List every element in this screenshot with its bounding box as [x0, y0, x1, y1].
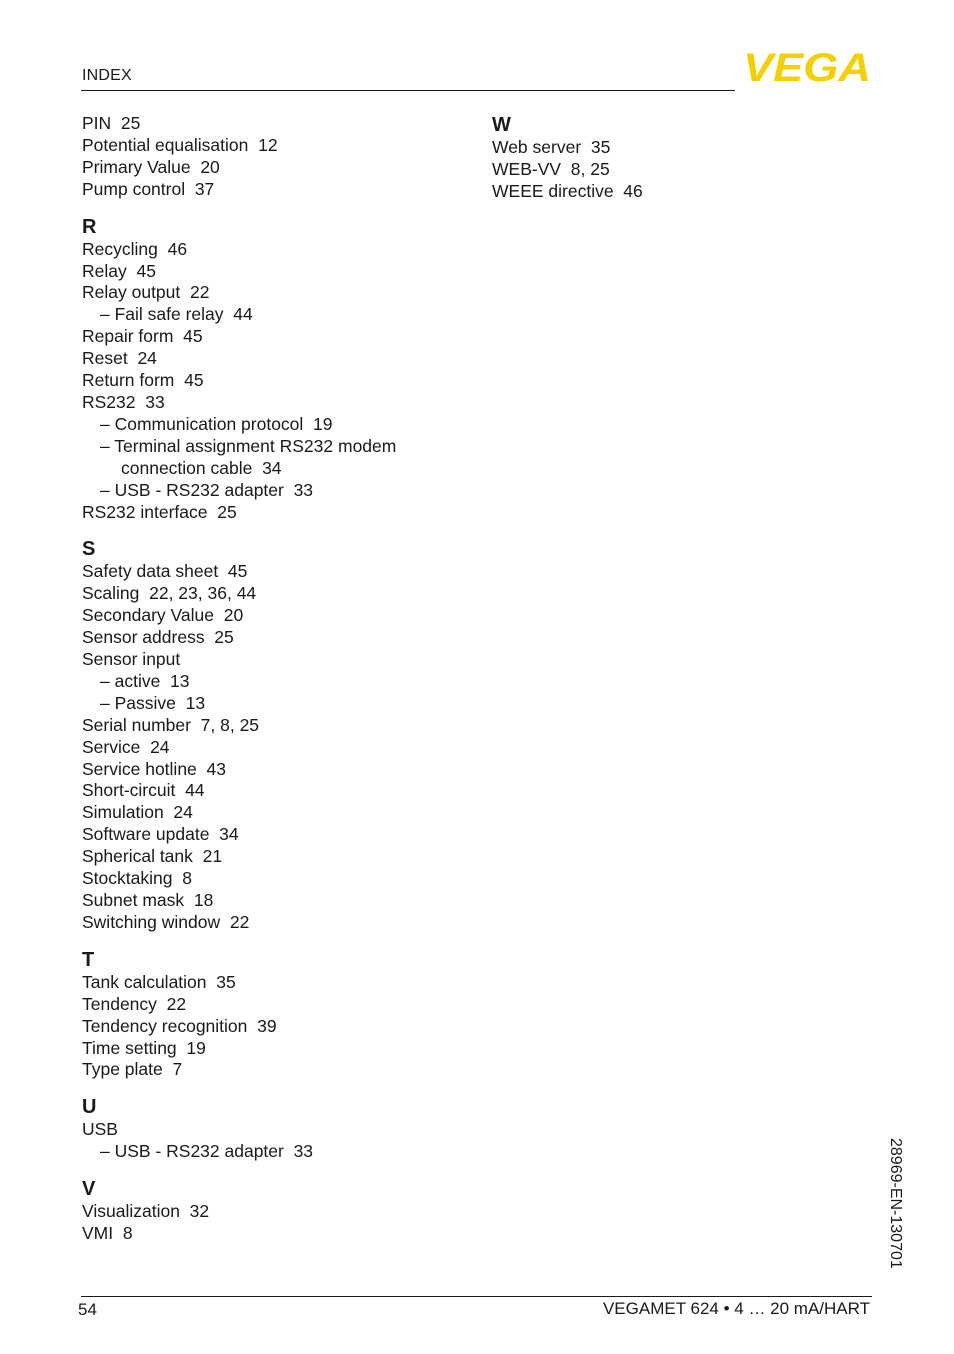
- index-entry: Service 24: [82, 736, 170, 757]
- index-entry: Spherical tank 21: [82, 846, 223, 867]
- index-entry: Simulation 24: [82, 802, 193, 823]
- index-entry: PIN 25: [82, 113, 141, 133]
- index-section: [82, 948, 442, 1082]
- index-entry: Time setting 19: [82, 1037, 206, 1058]
- section-letter: R: [82, 215, 97, 238]
- index-subentry: connection cable 34: [121, 457, 282, 478]
- index-entry: WEB-VV 8, 25: [492, 158, 610, 179]
- section-letter: S: [82, 538, 96, 561]
- index-section: [82, 537, 442, 933]
- index-subentry: – Communication protocol 19: [100, 413, 333, 434]
- index-subentry: – USB - RS232 adapter 33: [100, 1141, 314, 1162]
- index-subentry: – Fail safe relay 44: [100, 304, 253, 325]
- header-label: INDEX: [82, 67, 132, 84]
- index-entry: Pump control 37: [82, 178, 215, 199]
- index-subentry: – active 13: [100, 670, 190, 691]
- vega-logo-text: VEGA: [743, 49, 871, 85]
- index-entry: VMI 8: [82, 1223, 133, 1244]
- index-entry: Visualization 32: [82, 1201, 210, 1222]
- index-entry: Recycling 46: [82, 238, 188, 259]
- index-column-left: [82, 113, 442, 1259]
- index-entry: Service hotline 43: [82, 758, 226, 779]
- index-entry: Secondary Value 20: [82, 605, 244, 626]
- index-entry: Sensor address 25: [82, 627, 234, 648]
- index-entry: Web server 35: [492, 137, 611, 157]
- header-divider: [81, 90, 735, 91]
- index-entry: Relay 45: [82, 260, 156, 281]
- index-entry: Potential equalisation 12: [82, 134, 278, 155]
- index-entry: Software update 34: [82, 824, 239, 845]
- index-entry: Relay output 22: [82, 282, 210, 303]
- index-entry: Subnet mask 18: [82, 890, 214, 910]
- index-entry: Primary Value 20: [82, 156, 220, 177]
- index-entry: WEEE directive 46: [492, 180, 643, 201]
- index-entry: Scaling 22, 23, 36, 44: [82, 583, 257, 604]
- index-subentry: – Passive 13: [100, 692, 206, 713]
- index-subentry: – USB - RS232 adapter 33: [100, 479, 314, 500]
- section-letter: U: [82, 1096, 97, 1119]
- index-entry: RS232 33: [82, 391, 165, 412]
- index-section: [82, 215, 442, 524]
- document-code: 28969-EN-130701: [887, 1138, 904, 1269]
- index-entry: Tank calculation 35: [82, 971, 236, 992]
- index-entry: Tendency recognition 39: [82, 1015, 277, 1036]
- index-entry: Repair form 45: [82, 326, 203, 347]
- index-entry: Tendency 22: [82, 993, 187, 1014]
- index-entry: Safety data sheet 45: [82, 561, 248, 582]
- section-letter: T: [82, 948, 95, 971]
- footer-title: VEGAMET 624 • 4 … 20 mA/HART: [602, 1299, 870, 1318]
- page-number: 54: [78, 1300, 97, 1319]
- index-section: [82, 1095, 442, 1163]
- index-section: [82, 1177, 442, 1245]
- index-section: [82, 113, 442, 201]
- index-entry: USB: [82, 1119, 118, 1140]
- index-entry: Reset 24: [82, 348, 157, 369]
- index-column-right: [492, 113, 852, 217]
- section-letter: V: [82, 1178, 96, 1201]
- vega-logo: [741, 49, 873, 85]
- index-entry: Short-circuit 44: [82, 780, 205, 801]
- index-entry: RS232 interface 25: [82, 501, 237, 522]
- index-entry: Serial number 7, 8, 25: [82, 714, 260, 735]
- index-subentry: – Terminal assignment RS232 modem: [100, 435, 397, 456]
- index-entry: Switching window 22: [82, 911, 250, 932]
- index-entry: Return form 45: [82, 370, 204, 391]
- index-section: [492, 113, 852, 203]
- index-entry: Type plate 7: [82, 1059, 183, 1080]
- index-entry: Sensor input: [82, 649, 181, 670]
- footer-divider: [81, 1296, 872, 1297]
- section-letter: W: [492, 114, 511, 136]
- index-entry: Stocktaking 8: [82, 868, 192, 889]
